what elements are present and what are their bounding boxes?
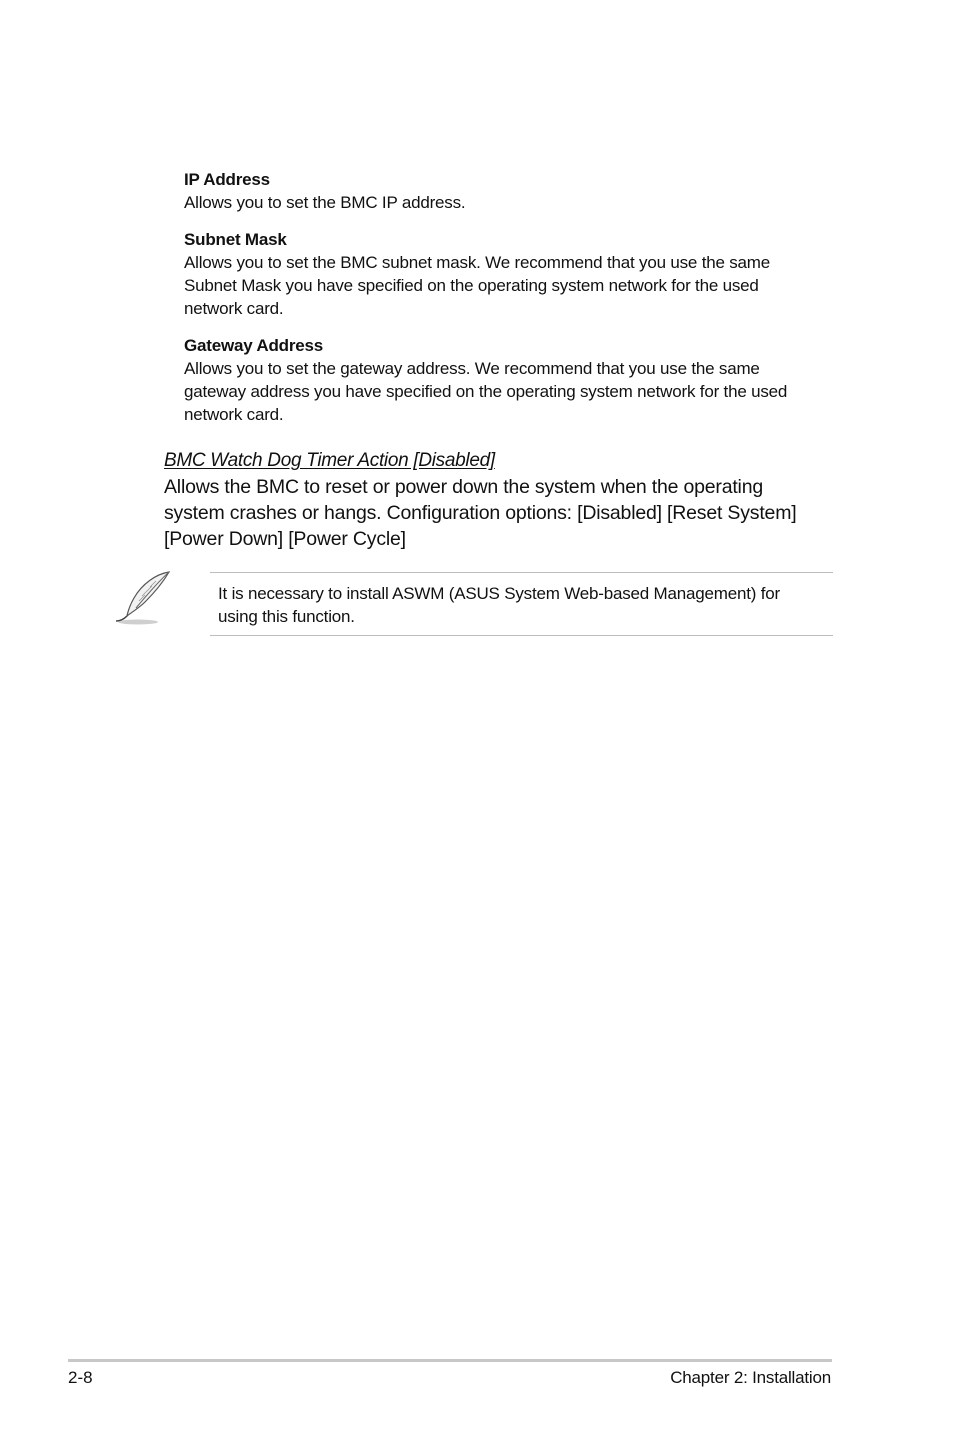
note-text-line: using this function. (218, 607, 355, 626)
page-number: 2-8 (68, 1368, 93, 1387)
watchdog-timer-section (164, 448, 844, 552)
watchdog-timer-description-line: system crashes or hangs. Configuration options: [Disabled] [Reset System] (164, 502, 797, 524)
watchdog-timer-description-line: Allows the BMC to reset or power down the system when the operating (164, 476, 763, 498)
subnet-mask-description-line: network card. (184, 299, 284, 318)
note-box (210, 572, 833, 636)
subnet-mask-heading: Subnet Mask (184, 230, 287, 249)
footer-divider (68, 1359, 832, 1362)
watchdog-timer-heading: BMC Watch Dog Timer Action [Disabled] (164, 450, 495, 471)
subnet-mask-description-line: Allows you to set the BMC subnet mask. We recommend that you use the same (184, 253, 771, 272)
subnet-mask-section (184, 228, 834, 320)
note-text (218, 582, 818, 628)
gateway-address-description-line: Allows you to set the gateway address. We recommend that you use the same (184, 359, 760, 378)
gateway-address-heading: Gateway Address (184, 336, 324, 355)
subnet-mask-description-line: Subnet Mask you have specified on the operating system network for the used (184, 276, 759, 295)
gateway-address-section (184, 334, 834, 426)
watchdog-timer-description-line: [Power Down] [Power Cycle] (164, 528, 406, 550)
ip-address-heading: IP Address (184, 170, 270, 189)
ip-address-description: Allows you to set the BMC IP address. (184, 193, 466, 212)
chapter-title: Chapter 2: Installation (670, 1368, 831, 1387)
ip-address-section (184, 168, 834, 214)
note-text-line: It is necessary to install ASWM (ASUS System Web-based Management) for (218, 584, 781, 603)
gateway-address-description-line: network card. (184, 405, 284, 424)
gateway-address-description-line: gateway address you have specified on the operating system network for the used (184, 382, 788, 401)
feather-quill-icon (112, 568, 174, 628)
